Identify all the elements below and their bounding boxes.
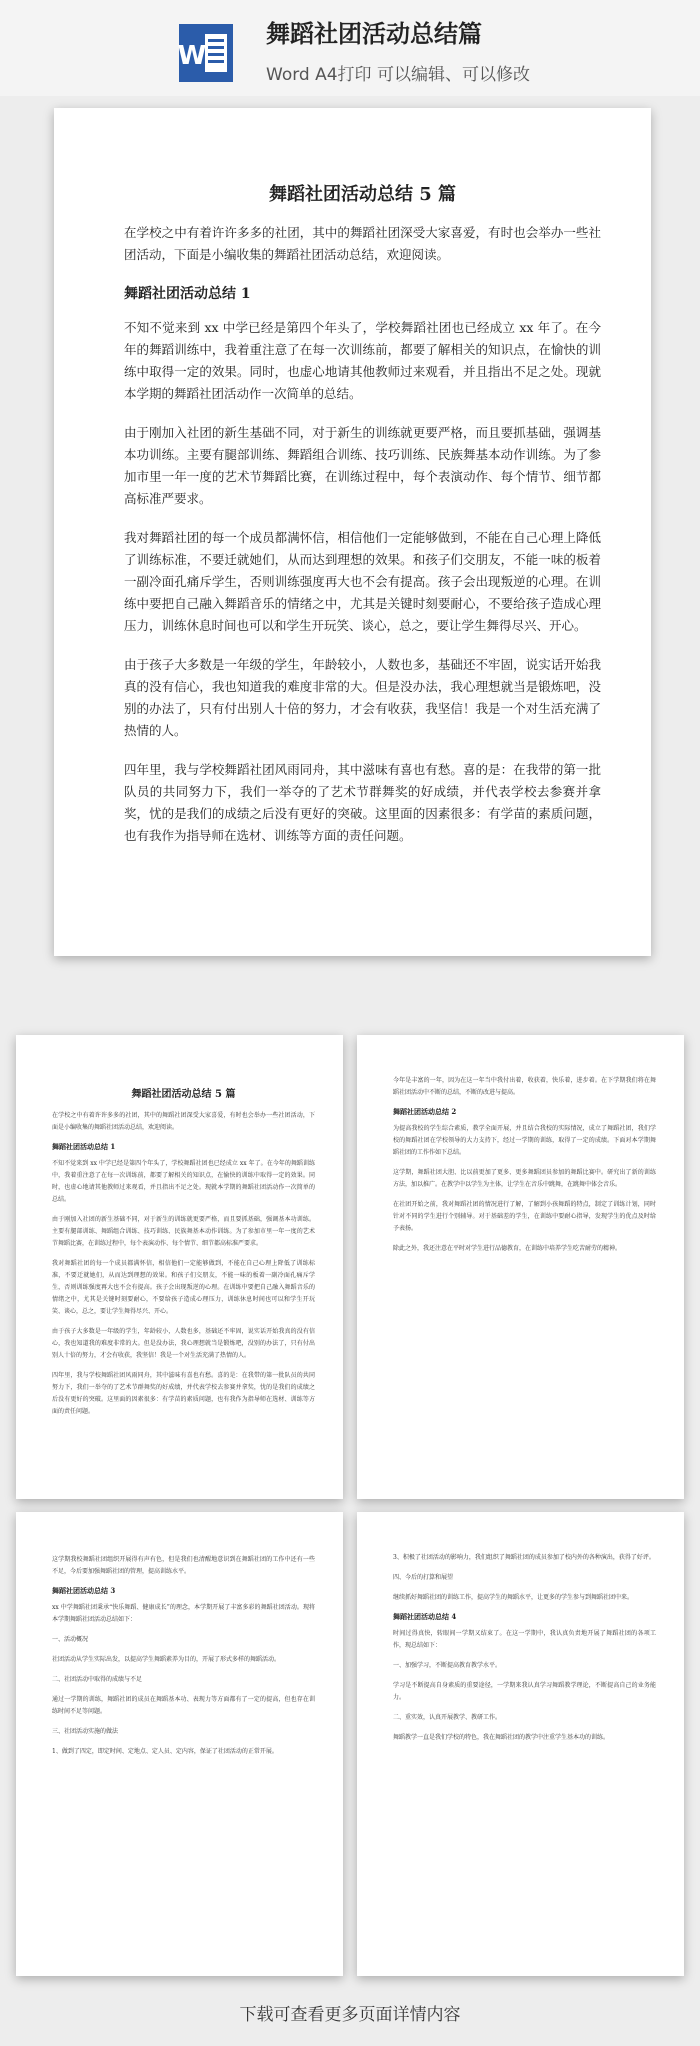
document-title: 舞蹈社团活动总结 5 篇 [268, 184, 457, 205]
header-subtitle: Word A4打印 可以编辑、可以修改 [266, 65, 530, 85]
thumb-3-heading: 舞蹈社团活动总结 3 [52, 1586, 116, 1595]
thumb-1-paragraph: 由于刚加入社团的新生基础不同，对于新生的训练就更要严格，而且要抓基础，强调基本功训练。主要有腿部训练、舞蹈组合训练、技巧训练、民族舞基本动作训练。为了参加市里一年一度的艺术节舞蹈比赛，在训练过程中，每个表演动作、每个情节、细节都高标准严要求。 [52, 1216, 315, 1247]
thumb-3-paragraph: 通过一学期的训练，舞蹈社团的成员在舞蹈基本功、表现力等方面都有了一定的提高，但也存在训练时间不足等问题。 [52, 1696, 315, 1715]
thumb-1-paragraph: 四年里，我与学校舞蹈社团风雨同舟，其中滋味有喜也有愁。喜的是：在我带的第一批队员的共同努力下，我们一举夺的了艺术节群舞奖的好成绩，并代表学校去参赛并拿奖，忧的是我们的成绩之后没有更好的突破。这里面的因素很多：有学苗的素质问题，也有我作为指导师在选材、训练等方面的责任问题。 [52, 1372, 315, 1415]
word-document-icon [175, 22, 237, 84]
section-1-heading: 舞蹈社团活动总结 1 [124, 286, 251, 302]
thumb-3-paragraph: 1、做到了四定，即定时间、定地点、定人员、定内容，保证了社团活动的正常开展。 [52, 1748, 278, 1755]
page-thumbnail-1[interactable] [16, 1035, 343, 1499]
thumb-1-heading: 舞蹈社团活动总结 1 [52, 1142, 116, 1151]
page-thumbnail-4[interactable] [357, 1512, 684, 1976]
thumb-3-subheading: 一、活动概况 [52, 1636, 89, 1643]
document-intro: 在学校之中有着许许多多的社团，其中的舞蹈社团深受大家喜爱，有时也会举办一些社团活动，下面是小编收集的舞蹈社团活动总结，欢迎阅读。 [124, 225, 601, 262]
thumb-1-paragraph: 我对舞蹈社团的每一个成员都满怀信，相信他们一定能够做到，不能在自己心理上降低了训练标准，不要迁就她们，从而达到理想的效果。和孩子们交朋友，不能一味的板着一副冷面孔痛斥学生，否则训练强度再大也不会有提高。孩子会出现叛逆的心理。在训练中要把自己融入舞蹈音乐的情绪之中，尤其是关键时刻要耐心，不要给孩子造成心理压力，训练休息时间也可以和学生开玩笑、谈心，总之，要让学生舞得尽兴、开心。 [52, 1260, 315, 1315]
thumb-3-paragraph: 社团活动从学生实际出发，以提高学生舞蹈素养为目的，开展了形式多样的舞蹈活动。 [52, 1656, 281, 1663]
thumb-3-subheading: 三、社团活动实施的做法 [52, 1728, 119, 1735]
section-1-paragraph-5: 四年里，我与学校舞蹈社团风雨同舟，其中滋味有喜也有愁。喜的是：在我带的第一批队员的共同努力下，我们一举夺的了艺术节群舞奖的好成绩，并代表学校去参赛并拿奖，忧的是我们的成绩之后没有更好的突破。这里面的因素很多：有学苗的素质问题，也有我作为指导师在选材、训练等方面的责任问题。 [124, 762, 601, 843]
thumb-2-paragraph: 这学期，舞蹈社团大胆、比以前更加了更多、更多舞蹈团员参加的舞蹈比赛中。研究出了新的训练方法，加以推广。在教学中以学生为主体，让学生在音乐中跳舞，在跳舞中体会音乐。 [393, 1169, 656, 1188]
thumb-1-paragraph: 由于孩子大多数是一年级的学生，年龄较小，人数也多，基础还不牢固，说实话开始我真的没有信心，我也知道我的难度非常的大。但是没办法，我心理想就当是锻炼吧，没别的办法了，只有付出别人十倍的努力，才会有收获，我坚信！我是一个对生活充满了热情的人。 [52, 1328, 315, 1359]
thumb-2-paragraph: 除此之外，我还注意在平时对学生进行品德教育，在训练中培养学生吃苦耐劳的精神。 [393, 1245, 622, 1252]
thumb-4-subheading: 二、重实效，认真开展教学、教研工作。 [393, 1714, 502, 1721]
section-1-paragraph-1: 不知不觉来到 xx 中学已经是第四个年头了，学校舞蹈社团也已经成立 xx 年了。在今年的舞蹈训练中，我着重注意了在每一次训练前，都要了解相关的知识点，在愉快的训练中取得一定的效果。同时，也虚心地请其他教师过来观看，并且指出不足之处。现就本学期的舞蹈社团活动作一次简单的总结。 [124, 320, 601, 401]
download-more-link[interactable]: 下载可查看更多页面详情内容 [239, 2005, 461, 2025]
thumb-4-paragraph: 时间过得真快，转眼间一学期又结束了。在这一学期中，我认真负责地开展了舞蹈社团的各项工作，现总结如下： [393, 1630, 656, 1649]
section-1-paragraph-2: 由于刚加入社团的新生基础不同，对于新生的训练就更要严格，而且要抓基础，强调基本功训练。主要有腿部训练、舞蹈组合训练、技巧训练、民族舞基本动作训练。为了参加市里一年一度的艺术节舞蹈比赛，在训练过程中，每个表演动作、每个情节、细节都高标准严要求。 [124, 425, 601, 506]
section-1-paragraph-4: 由于孩子大多数是一年级的学生，年龄较小，人数也多，基础还不牢固，说实话开始我真的没有信心，我也知道我的难度非常的大。但是没办法，我心理想就当是锻炼吧，没别的办法了，只有付出别人十倍的努力，才会有收获，我坚信！我是一个对生活充满了热情的人。 [124, 657, 601, 738]
thumb-2-paragraph: 今年是丰富的一年，因为在这一年当中我付出着，收获着，快乐着，进步着。在下学期我们将在舞蹈社团活动中不断的总结，不断的改进与提高。 [393, 1077, 656, 1096]
thumb-4-paragraph: 学习是不断提高自身素质的重要途径，一学期来我认真学习舞蹈教学理论，不断提高自己的业务能力。 [393, 1682, 656, 1701]
thumb-1-intro: 在学校之中有着许许多多的社团，其中的舞蹈社团深受大家喜爱，有时也会举办一些社团活动，下面是小编收集的舞蹈社团活动总结，欢迎阅读。 [52, 1112, 315, 1131]
thumb-3-subheading: 二、社团活动中取得的成绩与不足 [52, 1676, 143, 1683]
thumb-3-paragraph: xx 中学舞蹈社团秉承“快乐舞蹈、健康成长”的理念，本学期开展了丰富多彩的舞蹈社团活动。现将本学期舞蹈社团活动总结如下： [52, 1604, 315, 1623]
thumb-3-paragraph: 这学期我校舞蹈社团组织开展得有声有色，但是我们也清醒地意识到在舞蹈社团的工作中还有一些不足，今后要加强舞蹈社团的管理，提高训练水平。 [52, 1556, 315, 1575]
document-page-preview [54, 108, 651, 956]
word-icon-letter: W [177, 41, 207, 71]
thumb-1-title: 舞蹈社团活动总结 5 篇 [131, 1089, 236, 1100]
thumb-1-paragraph: 不知不觉来到 xx 中学已经是第四个年头了，学校舞蹈社团也已经成立 xx 年了。在今年的舞蹈训练中，我着重注意了在每一次训练前，都要了解相关的知识点，在愉快的训练中取得一定的效果。同时，也虚心地请其他教师过来观看，并且指出不足之处。现就本学期的舞蹈社团活动作一次简单的总结。 [52, 1160, 315, 1203]
thumb-2-paragraph: 为提高我校的学生综合素质，教学全面开展，并且结合我校的实际情况，成立了舞蹈社团，我们学校的舞蹈社团在学校领导的大力支持下，经过一学期的训练，取得了一定的成绩。下面对本学期舞蹈社团的工作作如下总结。 [393, 1125, 656, 1156]
thumb-4-heading: 舞蹈社团活动总结 4 [393, 1612, 457, 1621]
page-thumbnail-3[interactable] [16, 1512, 343, 1976]
thumb-4-subheading: 四、今后的打算和展望 [393, 1574, 454, 1581]
page-thumbnail-2[interactable] [357, 1035, 684, 1499]
header-banner [0, 0, 700, 96]
thumb-4-paragraph: 继续抓好舞蹈社团的训练工作，提高学生的舞蹈水平，让更多的学生参与到舞蹈社团中来。 [393, 1594, 634, 1601]
thumb-2-heading: 舞蹈社团活动总结 2 [393, 1107, 457, 1116]
thumb-2-paragraph: 在社团开始之前，我对舞蹈社团的情况进行了解，了解到小孩舞蹈的特点，制定了训练计划，同时针对不同的学生进行个别辅导。对于基础差的学生，在训练中要耐心指导，发现学生的优点及时给予表扬。 [393, 1201, 656, 1232]
section-1-paragraph-3: 我对舞蹈社团的每一个成员都满怀信，相信他们一定能够做到，不能在自己心理上降低了训练标准，不要迁就她们，从而达到理想的效果。和孩子们交朋友，不能一味的板着一副冷面孔痛斥学生，否则训练强度再大也不会有提高。孩子会出现叛逆的心理。在训练中要把自己融入舞蹈音乐的情绪之中，尤其是关键时刻要耐心，不要给孩子造成心理压力，训练休息时间也可以和学生开玩笑、谈心，总之，要让学生舞得尽兴、开心。 [124, 530, 601, 633]
header-title: 舞蹈社团活动总结篇 [266, 20, 482, 48]
thumb-4-paragraph: 3、积极了社团活动的影响力，我们组织了舞蹈社团的成员参加了校内外的各种演出，获得了好评。 [393, 1554, 655, 1561]
thumb-4-paragraph: 舞蹈教学一直是我们学校的特色，我在舞蹈社团的教学中注重学生基本功的训练。 [393, 1734, 610, 1741]
thumb-4-subheading: 一、加强学习，不断提高教育教学水平。 [393, 1662, 502, 1669]
